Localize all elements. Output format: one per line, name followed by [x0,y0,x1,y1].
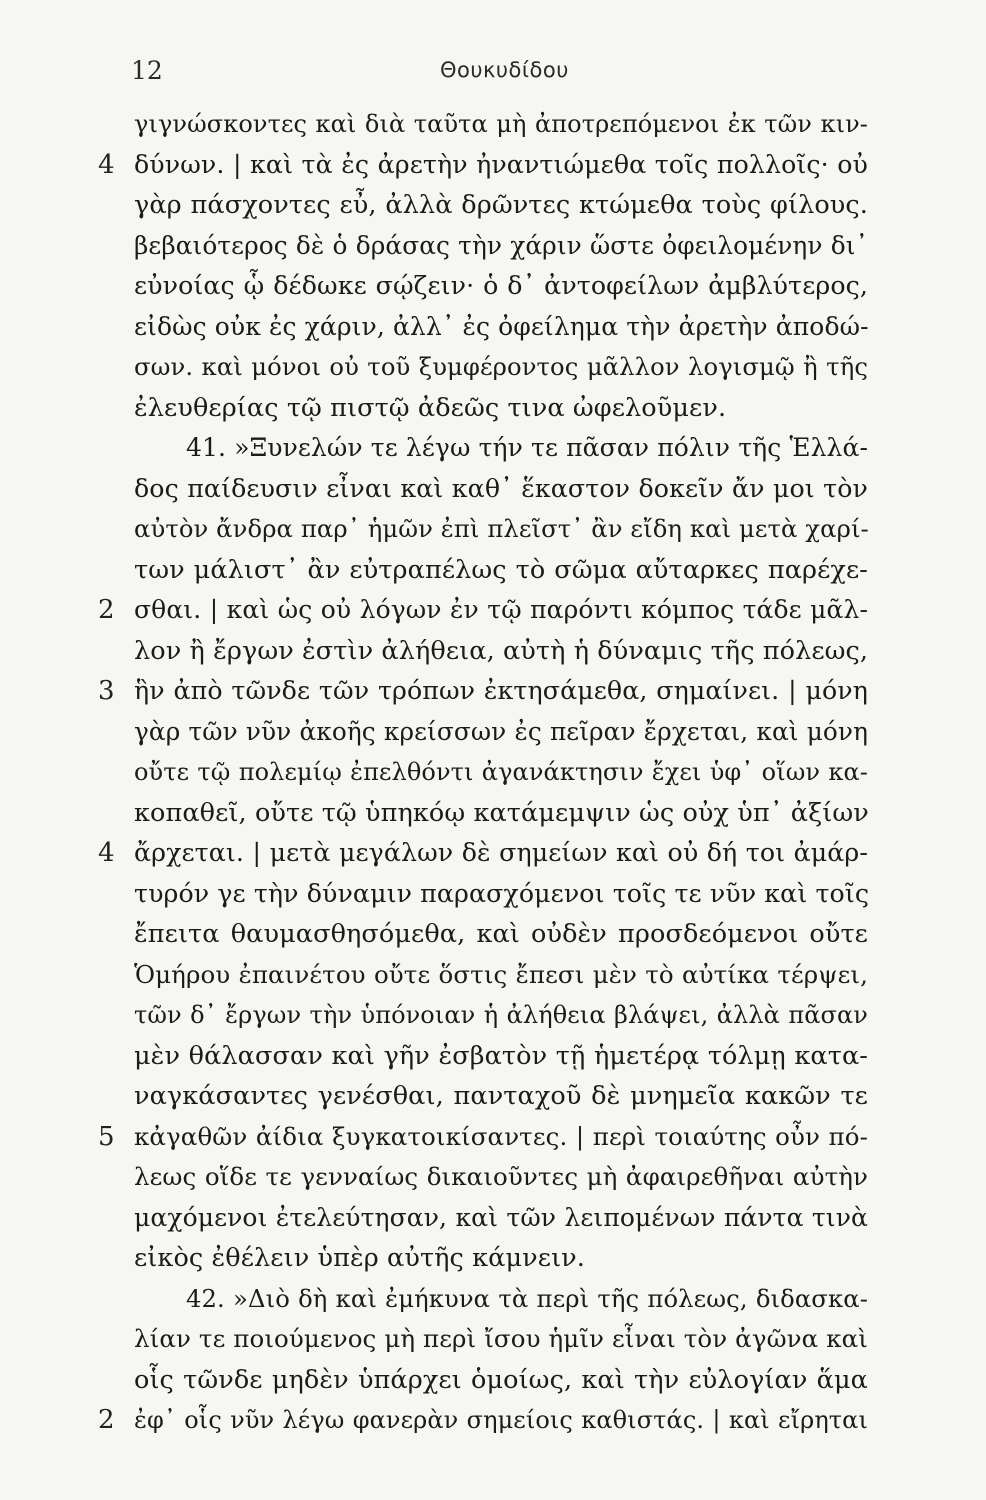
text-line [0,1157,986,1198]
text-line [0,145,986,186]
text-line [0,347,986,388]
line-text: εἰδὼς οὐκ ἐς χάριν, ἀλλ᾽ ἐς ὀφείλημα τὴν ἀρετὴν ἀποδώ- [134,311,869,341]
line-text: μὲν θάλασσαν καὶ γῆν ἐσβατὸν τῇ ἡμετέρᾳ τόλμῃ κατα- [134,1040,868,1071]
text-line [0,104,986,145]
text-line [0,1036,986,1077]
line-text: λεως οἵδε τε γενναίως δικαιοῦντες μὴ ἀφαιρεθῆναι αὐτὴν [134,1162,868,1191]
line-text: κἀγαθῶν ἀίδια ξυγκατοικίσαντες. | περὶ τοιαύτης οὖν πό- [134,1121,868,1151]
line-text: ἐλευθερίας τῷ πιστῷ ἀδεῶς τινα ὠφελοῦμεν. [134,392,727,423]
margin-line-number: 4 [98,838,115,868]
text-line [0,307,986,348]
line-text: ἣν ἀπὸ τῶνδε τῶν τρόπων ἐκτησάμεθα, σημαίνει. | μόνη [134,676,868,705]
line-text: ἄρχεται. | μετὰ μεγάλων δὲ σημείων καὶ οὐ δή τοι ἀμάρ- [134,838,868,867]
line-text: σθαι. | καὶ ὡς οὐ λόγων ἐν τῷ παρόντι κόμπος τάδε μᾶλ- [134,595,868,624]
text-line [0,874,986,915]
text-line [0,793,986,834]
text-line [0,1198,986,1239]
line-text: βεβαιότερος δὲ ὁ δράσας τὴν χάριν ὥστε ὀφειλομένην δι᾽ [134,230,868,260]
line-text: οὔτε τῷ πολεμίῳ ἐπελθόντι ἀγανάκτησιν ἔχει ὑφ᾽ οἵων κα- [134,758,868,786]
line-text: λίαν τε ποιούμενος μὴ περὶ ἴσου ἡμῖν εἶναι τὸν ἀγῶνα καὶ [134,1324,868,1353]
text-line [0,509,986,550]
text-line [0,1076,986,1117]
page-header [0,52,986,92]
text-line [0,914,986,955]
text-line [0,631,986,672]
margin-line-number: 3 [98,676,115,706]
text-line [0,955,986,996]
text-line [0,712,986,753]
line-text: 41. »Ξυνελών τε λέγω τήν τε πᾶσαν πόλιν τῆς Ἑλλά- [186,433,868,462]
line-text: τῶν δ᾽ ἔργων τὴν ὑπόνοιαν ἡ ἀλήθεια βλάψει, ἀλλὰ πᾶσαν [134,1001,868,1029]
line-text: μαχόμενοι ἐτελεύτησαν, καὶ τῶν λειπομένων πάντα τινὰ [134,1202,868,1232]
text-line [0,833,986,874]
margin-line-number: 2 [98,595,115,625]
text-line [0,388,986,429]
line-text: λον ἢ ἔργων ἐστὶν ἀλήθεια, αὐτὴ ἡ δύναμις τῆς πόλεως, [134,635,869,666]
line-text: των μάλιστ᾽ ἂν εὐτραπέλως τὸ σῶμα αὔταρκες παρέχε- [134,554,868,585]
text-line [0,266,986,307]
line-text: Ὁμήρου ἐπαινέτου οὔτε ὅστις ἔπεσι μὲν τὸ αὐτίκα τέρψει, [134,959,868,989]
line-text: κοπαθεῖ, οὔτε τῷ ὑπηκόῳ κατάμεμψιν ὡς οὐχ ὑπ᾽ ἀξίων [134,797,869,828]
text-line [0,1117,986,1158]
main-text [0,104,986,1441]
line-text: αὐτὸν ἄνδρα παρ᾽ ἡμῶν ἐπὶ πλεῖστ᾽ ἂν εἴδη καὶ μετὰ χαρί- [134,514,869,543]
text-line [0,185,986,226]
margin-line-number: 2 [98,1405,115,1435]
line-text: γὰρ πάσχοντες εὖ, ἀλλὰ δρῶντες κτώμεθα τοὺς φίλους. [134,190,868,220]
text-line [0,1319,986,1360]
margin-line-number: 4 [98,149,115,180]
text-line [0,428,986,469]
text-line [0,671,986,712]
line-text: σων. καὶ μόνοι οὐ τοῦ ξυμφέροντος μᾶλλον λογισμῷ ἢ τῆς [134,352,868,381]
line-text: ἔπειτα θαυμασθησόμεθα, καὶ οὐδὲν προσδεόμενοι οὔτε [134,919,868,949]
text-line [0,550,986,591]
text-line [0,1400,986,1441]
text-line [0,1360,986,1401]
text-line [0,995,986,1036]
line-text: 42. »Διὸ δὴ καὶ ἐμήκυνα τὰ περὶ τῆς πόλεως, διδασκα- [186,1283,868,1313]
line-text: τυρόν γε τὴν δύναμιν παρασχόμενοι τοῖς τε νῦν καὶ τοῖς [134,878,870,908]
line-text: δύνων. | καὶ τὰ ἐς ἀρετὴν ἠναντιώμεθα τοῖς πολλοῖς· οὐ [134,149,868,179]
page-number: 12 [131,56,163,85]
line-text: γὰρ τῶν νῦν ἀκοῆς κρείσσων ἐς πεῖραν ἔρχεται, καὶ μόνη [134,716,868,746]
text-line [0,752,986,793]
running-title: Θουκυδίδου [440,58,569,82]
line-text: ναγκάσαντες γενέσθαι, πανταχοῦ δὲ μνημεῖα κακῶν τε [134,1081,868,1111]
line-text: γιγνώσκοντες καὶ διὰ ταῦτα μὴ ἀποτρεπόμενοι ἐκ τῶν κιν- [134,110,868,138]
margin-line-number: 5 [98,1121,115,1152]
text-line [0,469,986,510]
text-line [0,1279,986,1320]
text-line [0,590,986,631]
line-text: οἷς τῶνδε μηδὲν ὑπάρχει ὁμοίως, καὶ τὴν εὐλογίαν ἅμα [134,1364,868,1395]
line-text: ἐφ᾽ οἷς νῦν λέγω φανερὰν σημείοις καθιστάς. | καὶ εἴρηται [134,1406,868,1434]
text-line [0,226,986,267]
line-text: εἰκὸς ἐθέλειν ὑπὲρ αὐτῆς κάμνειν. [134,1243,585,1273]
line-text: εὐνοίας ᾧ δέδωκε σῴζειν· ὁ δ᾽ ἀντοφείλων ἀμβλύτερος, [134,271,868,300]
text-line [0,1238,986,1279]
line-text: δος παίδευσιν εἶναι καὶ καθ᾽ ἕκαστον δοκεῖν ἄν μοι τὸν [134,473,868,503]
